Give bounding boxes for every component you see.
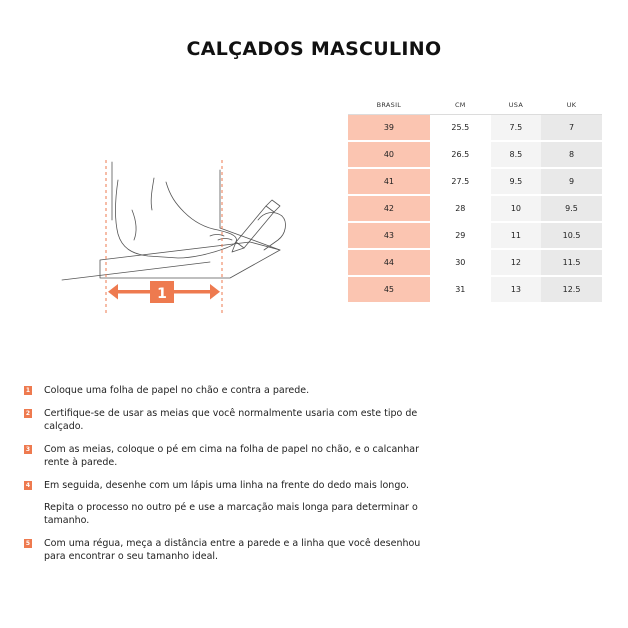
table-row bbox=[348, 249, 602, 276]
table-row bbox=[348, 276, 602, 303]
step-item bbox=[24, 443, 444, 469]
cell-cm: 29 bbox=[430, 222, 491, 249]
step-number: 3 bbox=[25, 446, 31, 453]
table-row bbox=[348, 141, 602, 168]
step-item bbox=[24, 537, 444, 563]
step-text: Com uma régua, meça a distância entre a parede e a linha que você desenhou para encontrar o seu tamanho ideal. bbox=[44, 538, 421, 562]
cell-brasil: 41 bbox=[348, 168, 430, 195]
step-item bbox=[24, 479, 444, 527]
cell-usa: 8.5 bbox=[491, 141, 541, 168]
step-number: 5 bbox=[25, 540, 31, 547]
cell-usa: 11 bbox=[491, 222, 541, 249]
hand-outline bbox=[258, 213, 285, 250]
cell-uk: 9.5 bbox=[541, 195, 602, 222]
step-number: 1 bbox=[25, 387, 31, 394]
arrow-left-head bbox=[108, 284, 118, 300]
table-row bbox=[348, 222, 602, 249]
floor-line bbox=[62, 262, 210, 280]
instruction-steps bbox=[24, 384, 444, 573]
table-row bbox=[348, 168, 602, 195]
cell-cm: 30 bbox=[430, 249, 491, 276]
cell-uk: 7 bbox=[541, 115, 602, 142]
cell-usa: 12 bbox=[491, 249, 541, 276]
cell-brasil: 39 bbox=[348, 115, 430, 142]
cell-brasil: 40 bbox=[348, 141, 430, 168]
page-title: CALÇADOS MASCULINO bbox=[186, 38, 442, 60]
cell-uk: 10.5 bbox=[541, 222, 602, 249]
cell-usa: 7.5 bbox=[491, 115, 541, 142]
cell-brasil: 42 bbox=[348, 195, 430, 222]
step-item bbox=[24, 407, 444, 433]
step-extra-text: Repita o processo no outro pé e use a marcação mais longa para determinar o tamanho. bbox=[44, 502, 418, 526]
col-header-uk: UK bbox=[541, 96, 602, 115]
paper-sheet bbox=[100, 242, 280, 278]
cell-cm: 27.5 bbox=[430, 168, 491, 195]
cell-uk: 11.5 bbox=[541, 249, 602, 276]
cell-usa: 9.5 bbox=[491, 168, 541, 195]
col-header-brasil: BRASIL bbox=[348, 96, 430, 115]
size-table bbox=[348, 96, 602, 304]
cell-cm: 28 bbox=[430, 195, 491, 222]
cell-usa: 10 bbox=[491, 195, 541, 222]
cell-brasil: 43 bbox=[348, 222, 430, 249]
measure-label: 1 bbox=[157, 286, 167, 302]
arrow-right-head bbox=[210, 284, 220, 300]
table-row bbox=[348, 195, 602, 222]
foot-outline bbox=[115, 180, 236, 258]
cell-uk: 12.5 bbox=[541, 276, 602, 303]
cell-cm: 25.5 bbox=[430, 115, 491, 142]
col-header-usa: USA bbox=[491, 96, 541, 115]
table-row bbox=[348, 115, 602, 142]
cell-cm: 31 bbox=[430, 276, 491, 303]
cell-usa: 13 bbox=[491, 276, 541, 303]
cell-uk: 8 bbox=[541, 141, 602, 168]
foot-measure-illustration bbox=[60, 150, 300, 370]
cell-cm: 26.5 bbox=[430, 141, 491, 168]
cell-brasil: 45 bbox=[348, 276, 430, 303]
step-text: Em seguida, desenhe com um lápis uma linha na frente do dedo mais longo. bbox=[44, 480, 410, 491]
step-number: 2 bbox=[25, 410, 31, 417]
cell-uk: 9 bbox=[541, 168, 602, 195]
step-text: Com as meias, coloque o pé em cima na folha de papel no chão, e o calcanhar rente à parede. bbox=[44, 444, 420, 468]
col-header-cm: CM bbox=[430, 96, 491, 115]
step-text: Coloque uma folha de papel no chão e contra a parede. bbox=[44, 385, 310, 396]
step-text: Certifique-se de usar as meias que você normalmente usaria com este tipo de calçado. bbox=[44, 408, 418, 432]
cell-brasil: 44 bbox=[348, 249, 430, 276]
step-item bbox=[24, 384, 444, 397]
step-number: 4 bbox=[25, 482, 31, 489]
